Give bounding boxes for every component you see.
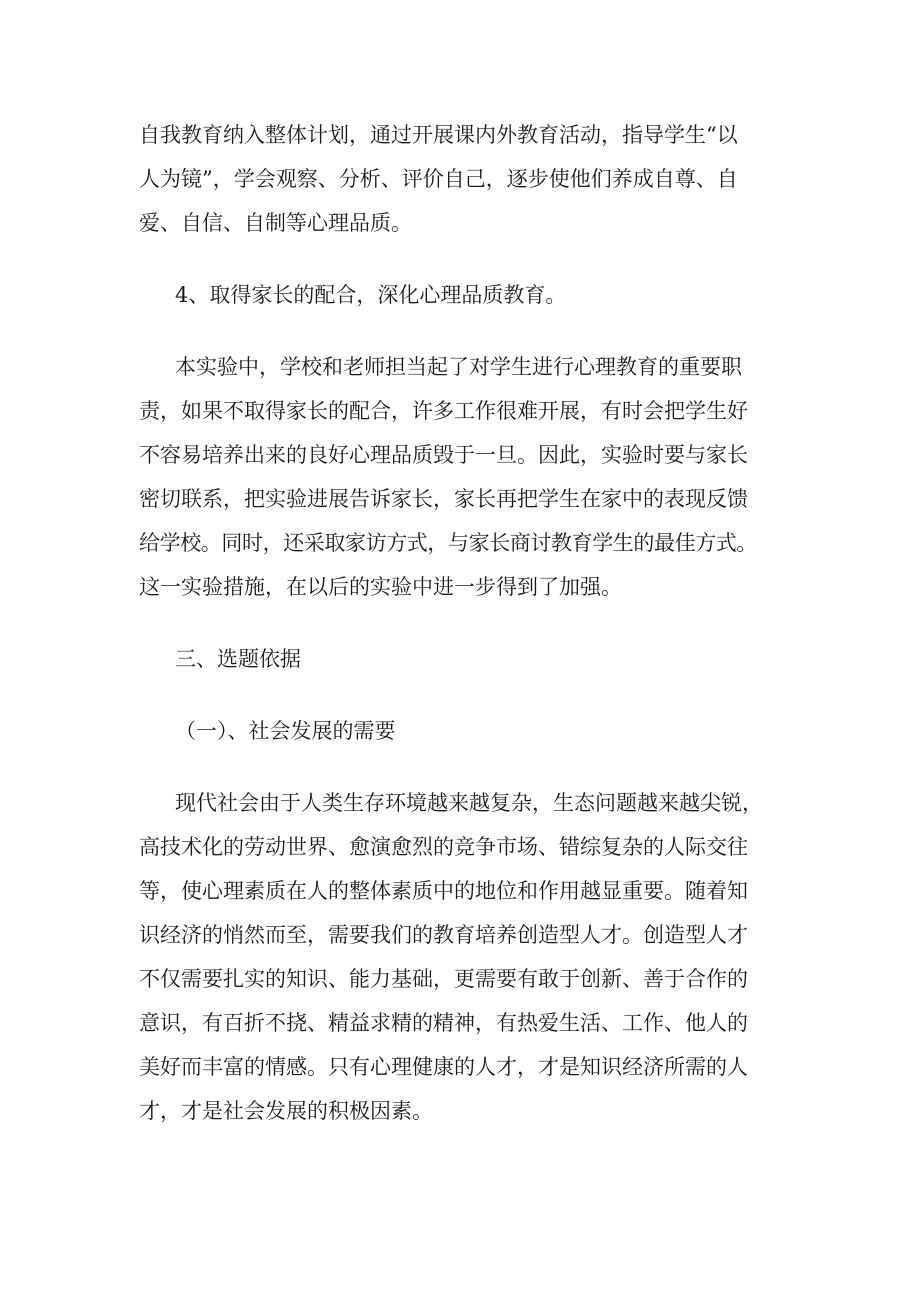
text-line: 4、取得家长的配合，深化心理品质教育。 [175, 283, 567, 307]
text-line: 高技术化的劳动世界、愈演愈烈的竞争市场、错综复杂的人际交往 [139, 835, 748, 859]
text-line: 现代社会由于人类生存环境越来越复杂，生态问题越来越尖锐， [175, 791, 763, 815]
subsection-heading-social-needs [139, 709, 789, 753]
document-body [139, 113, 789, 1161]
paragraph-social-needs [139, 781, 789, 1133]
text-line: 意识，有百折不挠、精益求精的精神，有热爱生活、工作、他人的 [139, 1011, 748, 1035]
text-line: 才，才是社会发展的积极因素。 [139, 1099, 433, 1123]
text-line: 给学校。同时，还采取家访方式，与家长商讨教育学生的最佳方式。 [139, 531, 757, 555]
paragraph-heading-parent-cooperation [139, 273, 789, 317]
section-heading-topic-basis [139, 637, 789, 681]
text-line: 不容易培养出来的良好心理品质毁于一旦。因此，实验时要与家长 [139, 443, 748, 467]
text-line: 人为镜”，学会观察、分析、评价自己，逐步使他们养成自尊、自 [139, 167, 738, 191]
text-line: 不仅需要扎实的知识、能力基础，更需要有敢于创新、善于合作的 [139, 967, 748, 991]
text-line: 识经济的悄然而至，需要我们的教育培养创造型人才。创造型人才 [139, 923, 748, 947]
text-line: 三、选题依据 [175, 647, 301, 671]
text-line: 自我教育纳入整体计划，通过开展课内外教育活动，指导学生“以 [139, 123, 738, 147]
paragraph-parent-cooperation [139, 345, 789, 609]
text-line: （一）、社会发展的需要 [175, 719, 396, 743]
text-line: 密切联系，把实验进展告诉家长，家长再把学生在家中的表现反馈 [139, 487, 748, 511]
text-line: 等，使心理素质在人的整体素质中的地位和作用越显重要。随着知 [139, 879, 748, 903]
text-line: 爱、自信、自制等心理品质。 [139, 211, 412, 235]
text-line: 责，如果不取得家长的配合，许多工作很难开展，有时会把学生好 [139, 399, 748, 423]
text-line: 美好而丰富的情感。只有心理健康的人才，才是知识经济所需的人 [139, 1055, 748, 1079]
paragraph-self-education [139, 113, 789, 245]
text-line: 本实验中，学校和老师担当起了对学生进行心理教育的重要职 [175, 355, 742, 379]
text-line: 这一实验措施，在以后的实验中进一步得到了加强。 [139, 575, 622, 599]
